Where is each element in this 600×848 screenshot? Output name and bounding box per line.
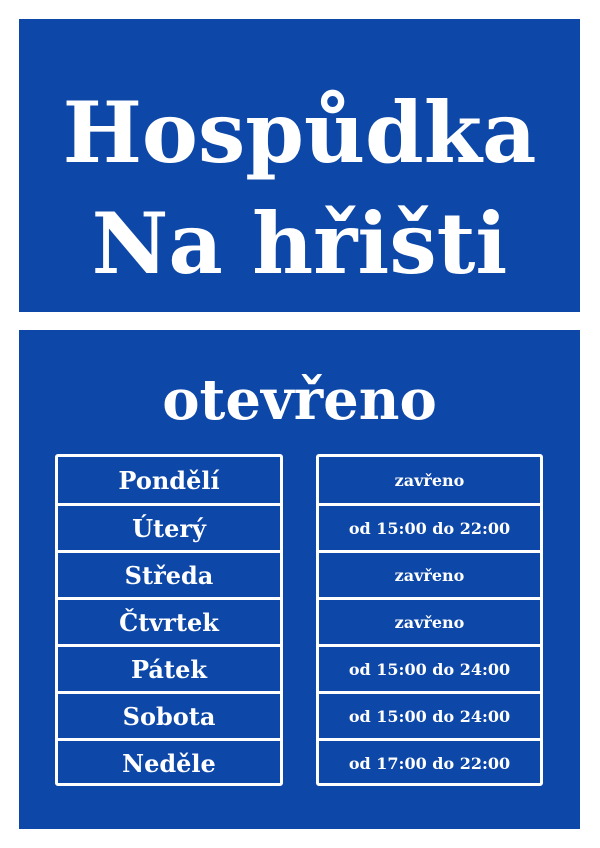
time-thursday: zavřeno bbox=[319, 597, 540, 644]
opening-hours-panel bbox=[19, 330, 580, 829]
time-tuesday: od 15:00 do 22:00 bbox=[319, 503, 540, 550]
time-wednesday: zavřeno bbox=[319, 550, 540, 597]
times-column bbox=[316, 454, 543, 786]
title-line-1: Hospůdka bbox=[62, 83, 537, 182]
day-label-friday: Pátek bbox=[58, 644, 280, 691]
day-label-saturday: Sobota bbox=[58, 691, 280, 738]
day-label-tuesday: Úterý bbox=[58, 503, 280, 550]
title-panel bbox=[19, 19, 580, 312]
title-line-2: Na hřišti bbox=[91, 194, 508, 293]
opening-hours-heading: otevřeno bbox=[162, 367, 437, 433]
time-monday: zavřeno bbox=[394, 471, 465, 490]
time-saturday: od 15:00 do 24:00 bbox=[319, 691, 540, 738]
time-friday: od 15:00 do 24:00 bbox=[319, 644, 540, 691]
day-label-wednesday: Středa bbox=[58, 550, 280, 597]
day-label-sunday: Neděle bbox=[58, 738, 280, 785]
time-sunday: od 17:00 do 22:00 bbox=[319, 738, 540, 785]
day-label-thursday: Čtvrtek bbox=[58, 597, 280, 644]
day-label-monday: Pondělí bbox=[118, 466, 220, 495]
days-column bbox=[55, 454, 283, 786]
